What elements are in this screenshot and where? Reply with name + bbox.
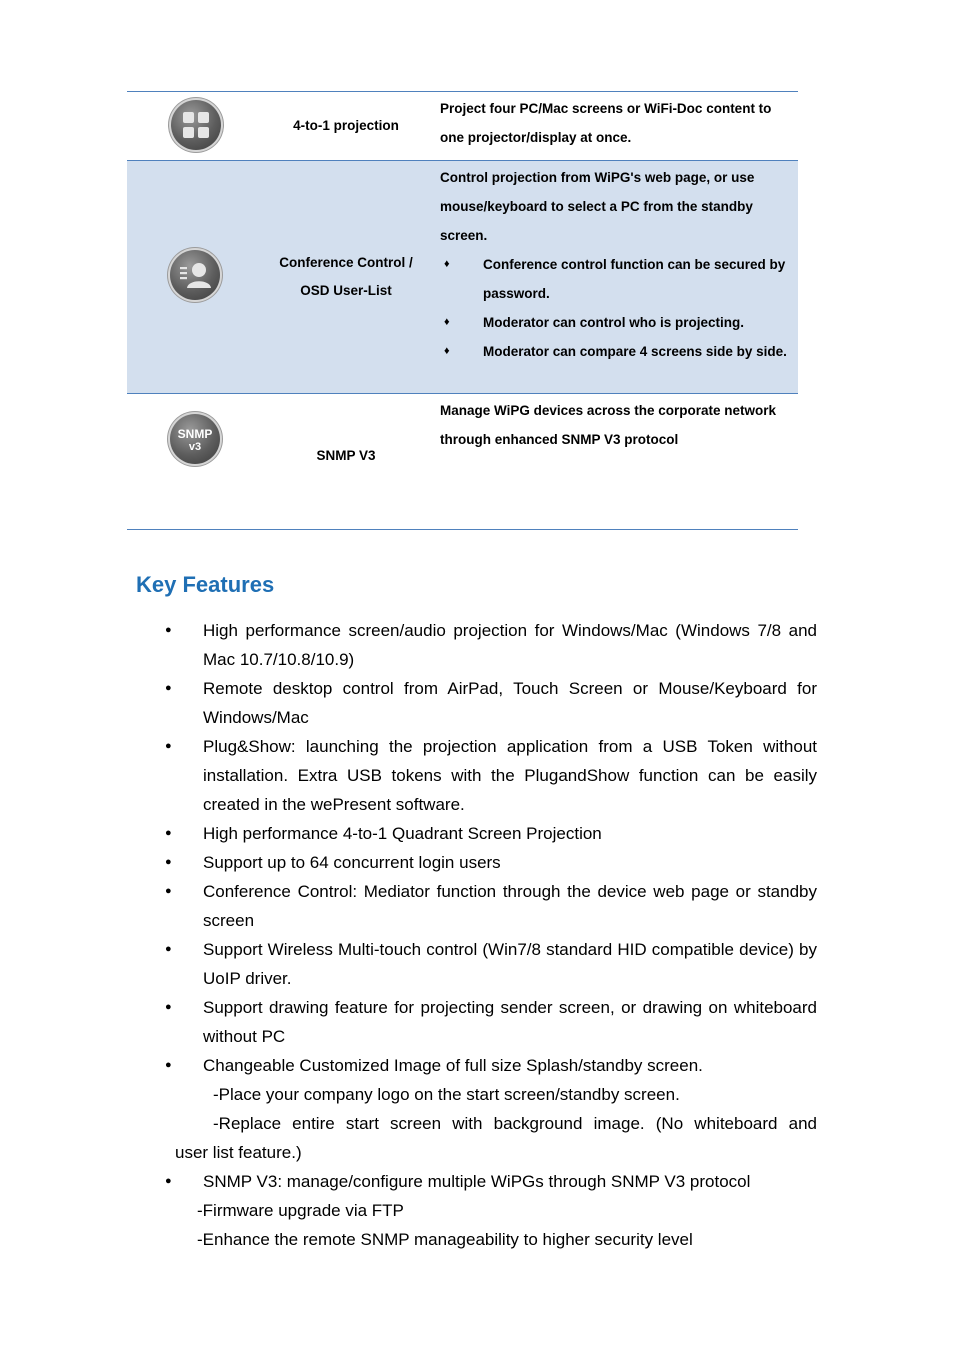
bullet-icon: ● (165, 1175, 172, 1187)
table-row (127, 161, 798, 394)
bullet-text: Moderator can control who is projecting. (483, 315, 745, 330)
bullet-icon: ● (165, 885, 172, 897)
list-item (440, 308, 792, 337)
list-item: ● SNMP V3: manage/configure multiple WiPGs through SNMP V3 protocol (0, 1167, 817, 1196)
feature-description: Project four PC/Mac screens or WiFi-Doc content to one projector/display at once. (440, 101, 772, 145)
list-item: ● Changeable Customized Image of full size Splash/standby screen. (0, 1051, 817, 1080)
v3-icon-label: v3 (188, 441, 202, 453)
feature-name-line: Conference Control / (279, 255, 413, 270)
feature-description: Manage WiPG devices across the corporate network through enhanced SNMP V3 protocol (440, 403, 776, 447)
feature-description (430, 161, 798, 393)
list-item (440, 337, 792, 366)
sub-item: -Place your company logo on the start screen/standby screen. (213, 1085, 680, 1104)
bullet-text: Conference control function can be secured by password. (483, 257, 786, 301)
sub-item-continuation: user list feature.) (175, 1143, 302, 1162)
bullet-icon: ● (165, 624, 172, 636)
list-item (440, 250, 792, 308)
feature-name: 4-to-1 projection (293, 118, 399, 133)
list-item: ● High performance screen/audio projection for Windows/Mac (Windows 7/8 and Mac 10.7/10.8/10.9) (0, 616, 817, 674)
snmp-v3-icon (170, 414, 220, 464)
bullet-icon: ● (165, 943, 172, 955)
list-item: ● Plug&Show: launching the projection application from a USB Token without installation. Extra USB tokens with the PlugandShow function can be easily created in the wePresent software. (0, 732, 817, 819)
feature-name (262, 161, 430, 393)
list-item: ● Support up to 64 concurrent login users (0, 848, 817, 877)
list-item: ● High performance 4-to-1 Quadrant Screen Projection (0, 819, 817, 848)
sub-item: -Replace entire start screen with background image. (No whiteboard and (213, 1114, 817, 1133)
section-title: Key Features (136, 572, 275, 597)
bullet-icon: ● (165, 682, 172, 694)
bullet-icon: ● (165, 856, 172, 868)
list-item: ● Conference Control: Mediator function through the device web page or standby screen (0, 877, 817, 935)
key-features-list (0, 616, 954, 1254)
snmp-icon-label: SNMP (177, 427, 213, 441)
bullet-icon: ● (165, 1059, 172, 1071)
bullet-text: Moderator can compare 4 screens side by side. (483, 344, 787, 359)
feature-name-line: OSD User-List (300, 283, 392, 298)
feature-table (127, 91, 798, 530)
quad-grid-icon (171, 100, 221, 150)
diamond-bullet-icon: ♦ (444, 258, 450, 270)
feature-description-text: Control projection from WiPG's web page, or use mouse/keyboard to select a PC from the standby screen. (440, 170, 755, 243)
list-item: ● Support Wireless Multi-touch control (Win7/8 standard HID compatible device) by UoIP driver. (0, 935, 817, 993)
diamond-bullet-icon: ♦ (444, 316, 450, 328)
bullet-icon: ● (165, 740, 172, 752)
sub-item: -Enhance the remote SNMP manageability to higher security level (197, 1230, 693, 1249)
table-row (127, 394, 798, 530)
list-item: ● Support drawing feature for projecting sender screen, or drawing on whiteboard without PC (0, 993, 817, 1051)
diamond-bullet-icon: ♦ (444, 345, 450, 357)
list-item: ● Remote desktop control from AirPad, Touch Screen or Mouse/Keyboard for Windows/Mac (0, 674, 817, 732)
bullet-icon: ● (165, 1001, 172, 1013)
table-row (127, 92, 798, 161)
sub-item: -Firmware upgrade via FTP (197, 1201, 404, 1220)
user-list-icon (170, 250, 220, 300)
feature-name: SNMP V3 (316, 448, 376, 463)
bullet-icon: ● (165, 827, 172, 839)
